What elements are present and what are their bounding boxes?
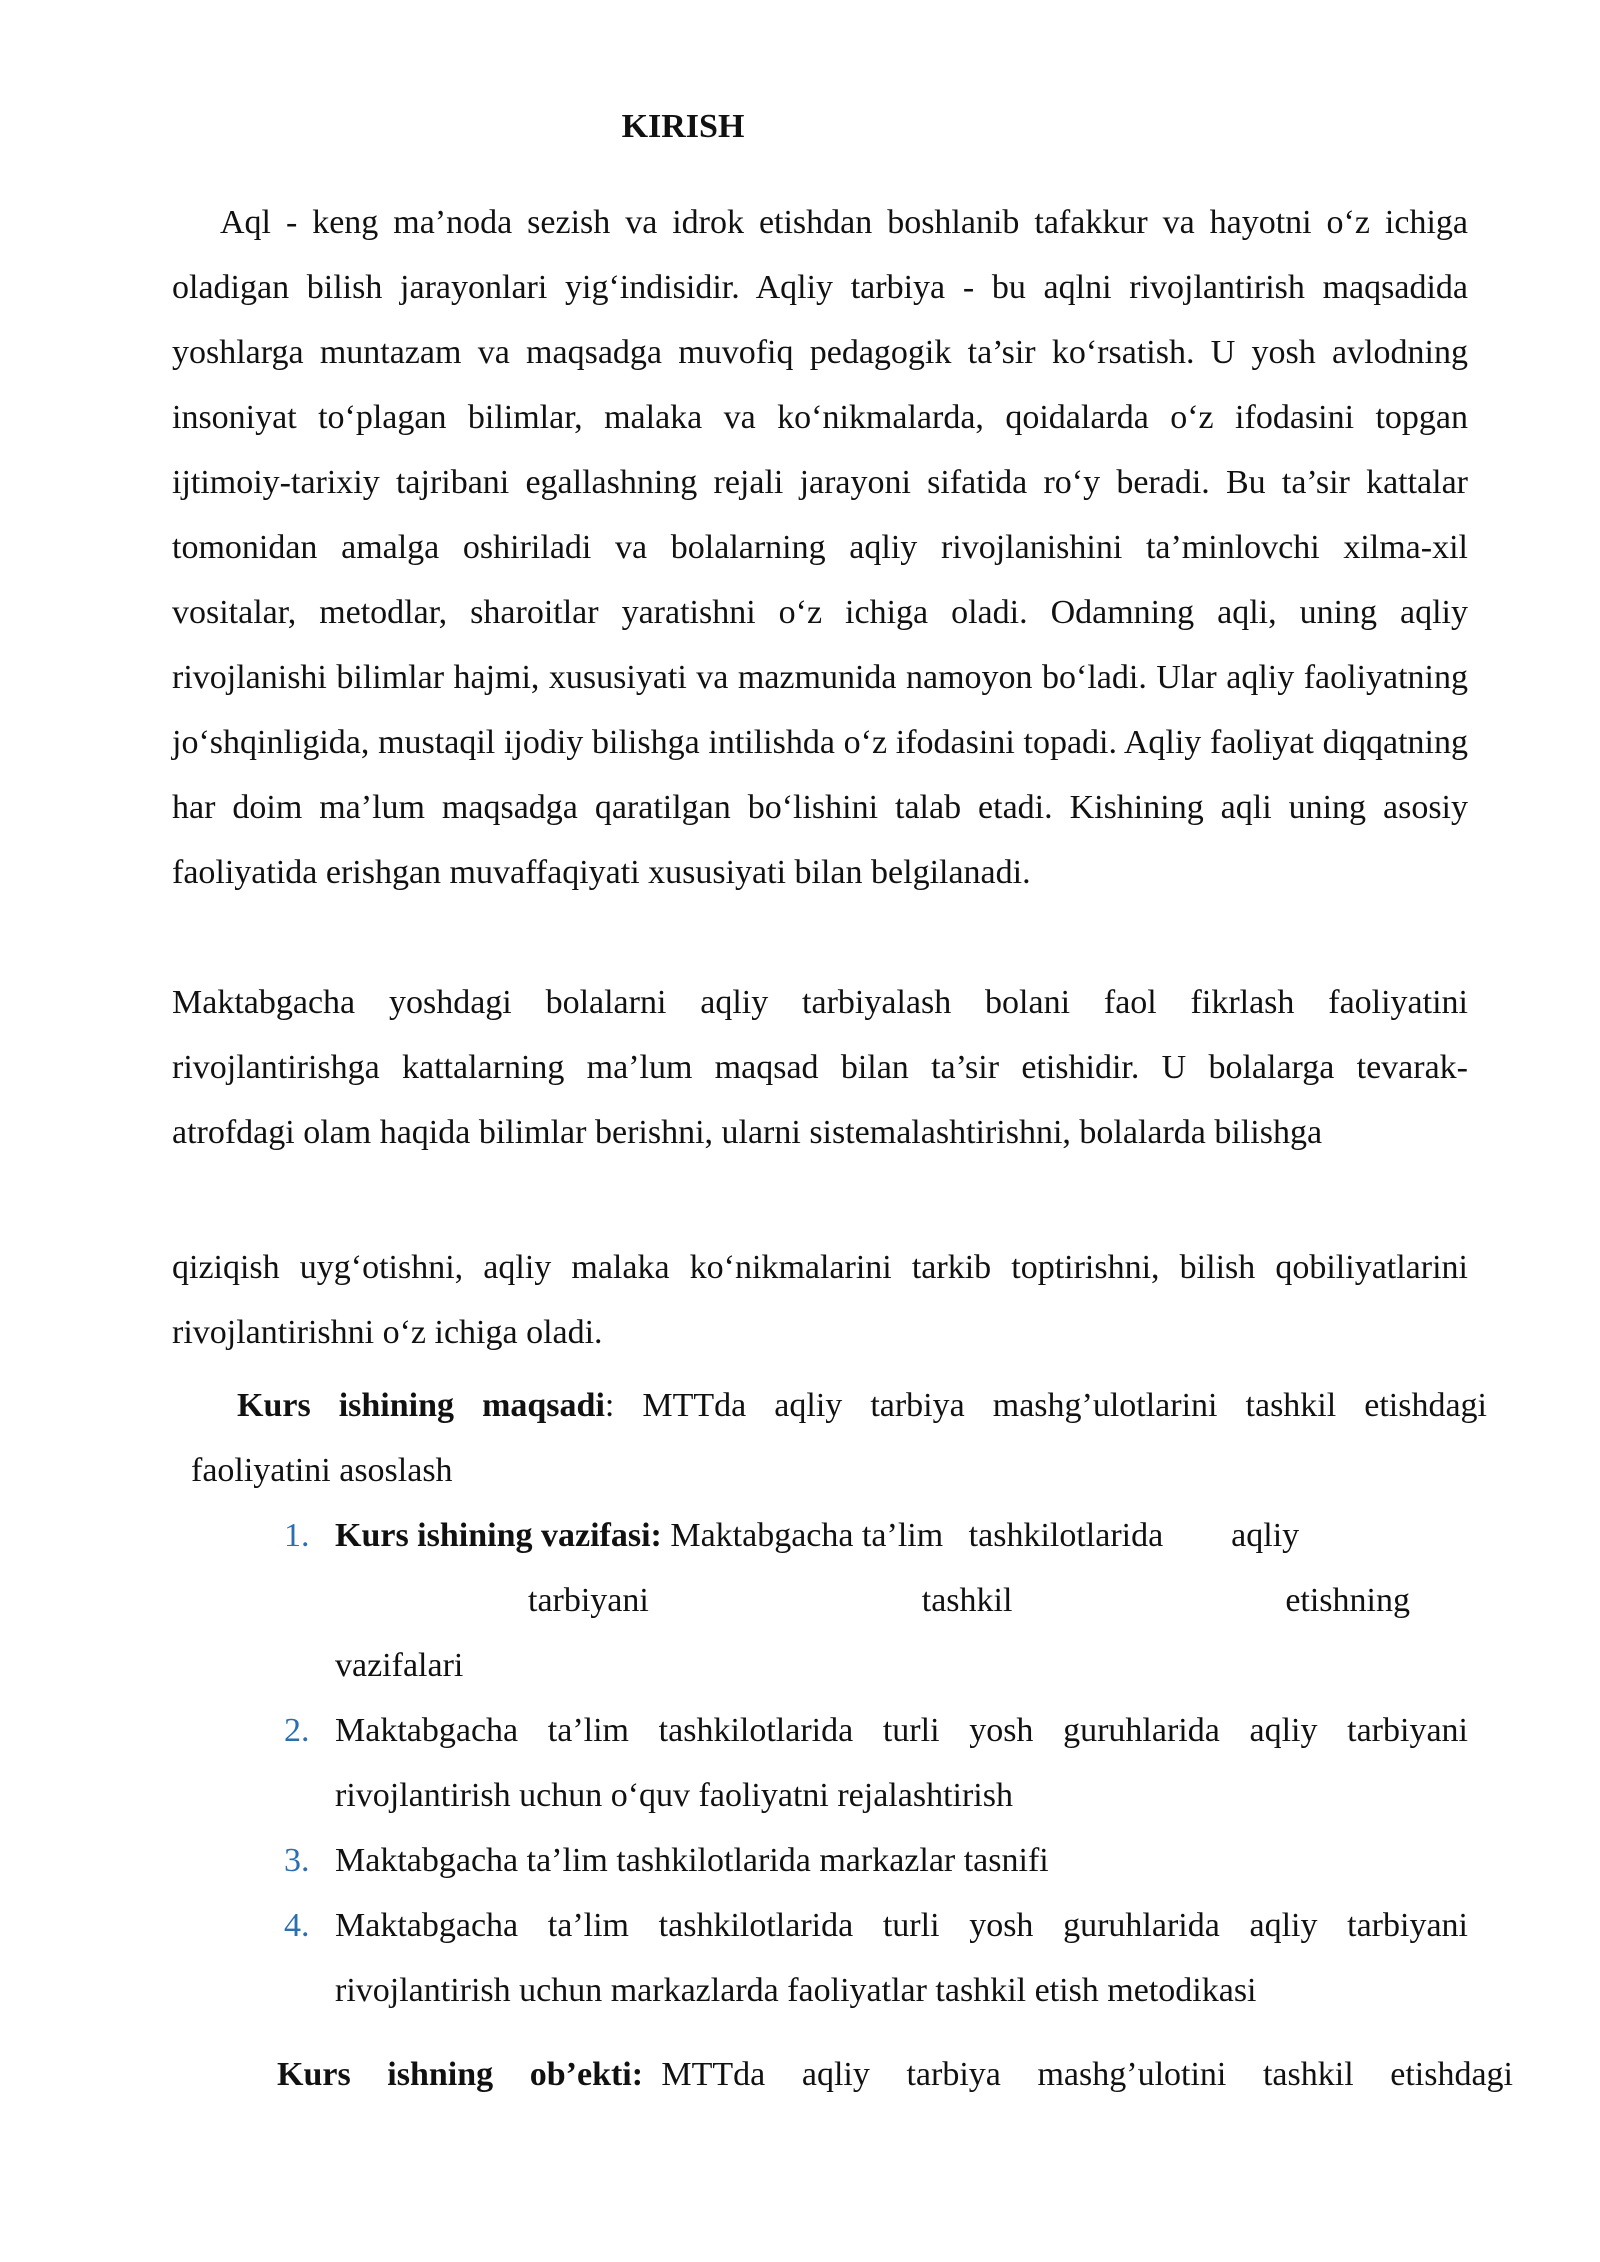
goal-label: Kurs ishining maqsadi bbox=[237, 1387, 605, 1424]
intro-paragraph: Aql - keng ma’noda sezish va idrok etishdan boshlanib tafakkur va hayotni o‘z ichiga oladigan bilish jarayonlari yig‘indisidir. Aqliy tarbiya - bu aqlni rivojlantirish maqsadida yoshlarga muntazam va maqsadga muvofiq pedagogik ta’sir ko‘rsatish. U yosh avlodning insoniyat to‘plagan bilimlar, malaka va ko‘nikmalarda, qoidalarda o‘z ifodasini topgan ijtimoiy-tarixiy tajribani egallashning rejali jarayoni sifatida ro‘y beradi. Bu ta’sir kattalar tomonidan amalga oshiriladi va bolalarning aqliy rivojlanishini ta’minlovchi xilma-xil vositalar, metodlar, sharoitlar yaratishni o‘z ichiga oladi. Odamning aqli, uning aqliy rivojlanishi bilimlar hajmi, xususiyati va mazmunida namoyon bo‘ladi. Ular aqliy faoliyatning jo‘shqinligida, mustaqil ijodiy bilishga intilishda o‘z ifodasini topadi. Aqliy faoliyat diqqatning har doim ma’lum maqsadga qaratilgan bo‘lishini talab etadi. Kishining aqli uning asosiy faoliyatida erishgan muvaffaqiyati xususiyati bilan belgilanadi. bbox=[172, 204, 1468, 891]
list-item bbox=[282, 1698, 1468, 1828]
goal-line-1 bbox=[237, 1373, 1487, 1438]
object-label: Kurs ishning ob’ekti: bbox=[277, 2056, 644, 2093]
goal-section bbox=[237, 1373, 1487, 1438]
list-number: 4. bbox=[284, 1907, 310, 1944]
task-1-line-2 bbox=[282, 1568, 1468, 1633]
task-1-label: Kurs ishining vazifasi: bbox=[335, 1517, 662, 1554]
task-text: Maktabgacha ta’lim tashkilotlarida turli yosh guruhlarida aqliy tarbiyani rivojlantirish uchun o‘quv faoliyatni rejalashtirish bbox=[335, 1712, 1468, 1814]
goal-text-1: : MTTda aqliy tarbiya mashg’ulotlarini tashkil etishdagi bbox=[604, 1387, 1487, 1424]
list-number: 3. bbox=[284, 1842, 310, 1879]
object-line bbox=[277, 2042, 1513, 2107]
list-item bbox=[282, 1503, 1468, 1698]
list-number: 2. bbox=[284, 1712, 310, 1749]
list-number: 1. bbox=[284, 1517, 310, 1554]
task-1-line-1 bbox=[335, 1503, 1468, 1568]
list-item bbox=[282, 1828, 1468, 1893]
task-1-line-3: vazifalari bbox=[335, 1647, 464, 1684]
page-title: KIRISH bbox=[621, 108, 745, 145]
task-1-word: etishning bbox=[1285, 1582, 1410, 1619]
object-text: MTTda aqliy tarbiya mashg’ulotini tashkil etishdagi bbox=[643, 2056, 1514, 2093]
goal-text-2: faoliyatini asoslash bbox=[191, 1452, 453, 1489]
list-item bbox=[282, 1893, 1468, 2023]
tasks-list bbox=[282, 1503, 1468, 2023]
task-text: Maktabgacha ta’lim tashkilotlarida markazlar tasnifi bbox=[335, 1842, 1049, 1879]
third-paragraph: qiziqish uyg‘otishni, aqliy malaka ko‘nikmalarini tarkib toptirishni, bilish qobiliyatlarini rivojlantirishni o‘z ichiga oladi. bbox=[172, 1249, 1468, 1351]
task-1-word: tarbiyani bbox=[528, 1582, 649, 1619]
second-paragraph: Maktabgacha yoshdagi bolalarni aqliy tarbiyalash bolani faol fikrlash faoliyatini rivojlantirishga kattalarning ma’lum maqsad bilan ta’sir etishidir. U bolalarga tevarak- atrofdagi olam haqida bilimlar berishni, ularni sistemalashtirishni, bolalarda bilishga bbox=[172, 984, 1468, 1151]
task-text: Maktabgacha ta’lim tashkilotlarida turli yosh guruhlarida aqliy tarbiyani rivojlantirish uchun markazlarda faoliyatlar tashkil etish metodikasi bbox=[335, 1907, 1468, 2009]
goal-line-2 bbox=[191, 1438, 1441, 1503]
task-1-word: tashkil bbox=[921, 1582, 1013, 1619]
task-1-text: Maktabgacha ta’lim tashkilotlarida aqliy bbox=[670, 1517, 1300, 1554]
